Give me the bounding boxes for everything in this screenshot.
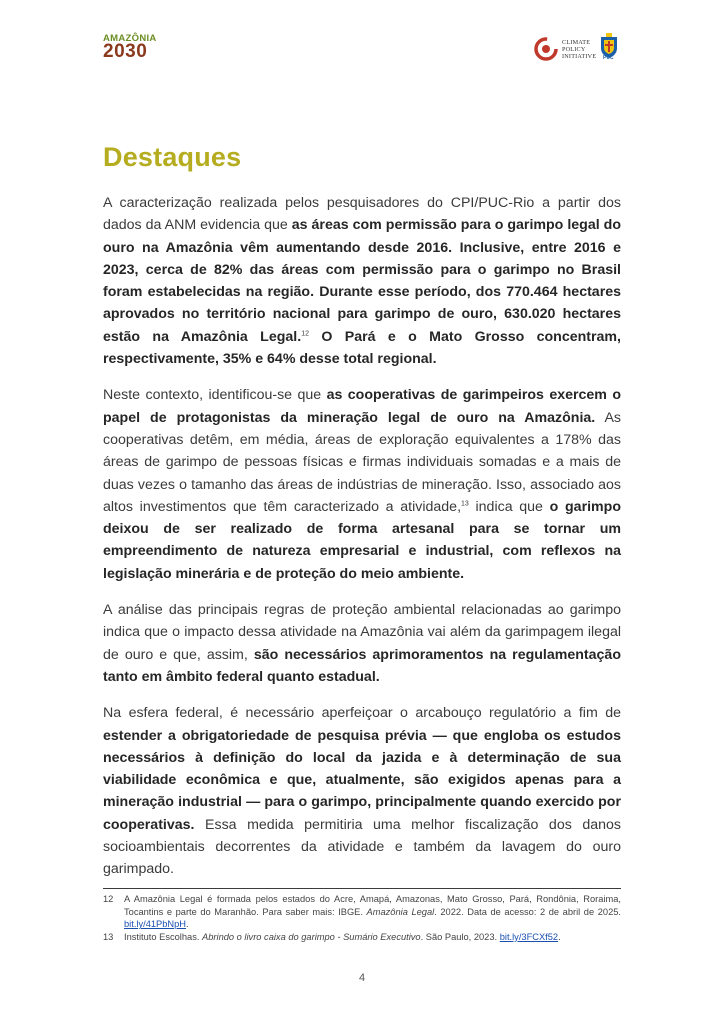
page-title: Destaques [103, 142, 242, 172]
footnote-ref-12[interactable]: 12 [301, 330, 309, 338]
paragraph-text: Na esfera federal, é necessário aperfeiçoar o arcabouço regulatório a fim de [103, 705, 621, 722]
highlights-body [103, 192, 621, 895]
footnotes [103, 893, 621, 943]
footnote-italic: Amazônia Legal [366, 906, 435, 917]
paragraph-bold: as cooperativas de garimpeiros exercem o papel de protagonistas da mineração legal de ouro na Amazônia. [103, 387, 621, 426]
footnote-text [124, 931, 621, 944]
cpi-line: CLIMATE [562, 39, 591, 46]
footnote-end: . [558, 931, 561, 942]
footnote-italic: Abrindo o livro caixa do garimpo - Sumário Executivo [202, 931, 421, 942]
footnote-12 [103, 893, 621, 931]
cpi-wordmark [562, 39, 596, 60]
footnote-body: . 2022. Data de acesso: 2 de abril de 2025. [434, 906, 621, 917]
paragraph-text: Neste contexto, identificou-se que [103, 387, 327, 404]
footnote-13 [103, 931, 621, 944]
footnote-divider [103, 888, 621, 889]
footnote-ref-13[interactable]: 13 [461, 500, 469, 508]
cpi-line: INITIATIVE [562, 53, 597, 60]
paragraph-bold: as áreas com permissão para o garimpo legal do ouro na Amazônia vêm aumentando desde 2016. Inclusive, entre 2016 e 2023, cerca de 82% das áreas com permissão para o garimpo no Brasil foram estabelecidas na região. Durante esse período, dos 770.464 hectares aprovados no território nacional para garimpo de ouro, 630.020 hectares estão na Amazônia Legal. [103, 217, 621, 345]
footnote-link[interactable]: bit.ly/41PbNpH [124, 919, 187, 930]
paragraph-bold: estender a obrigatoriedade de pesquisa prévia — que engloba os estudos necessários à definição do local da jazida e à determinação de sua viabilidade econômica e que, atualmente, são exigidos apenas para a mineração industrial — para o garimpo, principalmente quando exercido por cooperativas. [103, 727, 621, 833]
cpi-line: POLICY [562, 46, 586, 53]
cpi-logo-icon [534, 37, 558, 61]
footnote-link[interactable]: bit.ly/3FCXf52 [499, 931, 559, 942]
logo-brand-year: 2030 [103, 41, 148, 62]
footnote-number: 12 [103, 894, 114, 904]
paragraph-1 [103, 192, 621, 370]
footnote-end: . [186, 919, 189, 930]
footnote-body: . São Paulo, 2023. [420, 931, 500, 942]
paragraph-bold: são necessários aprimoramentos na regulamentação tanto em âmbito federal quanto estadual. [103, 646, 621, 685]
paragraph-text: A caracterização realizada pelos pesquisadores do CPI/PUC-Rio a partir dos dados da ANM evidencia que [103, 195, 621, 234]
paragraph-bold: O Pará e o Mato Grosso concentram, respectivamente, 35% e 64% desse total regional. [103, 328, 621, 368]
puc-label: PUC [603, 55, 614, 61]
page-number: 4 [358, 972, 366, 984]
footnote-body: A Amazônia Legal é formada pelos estados do Acre, Amapá, Amazonas, Mato Grosso, Pará, Rondônia, Roraima, Tocantins e parte do Maranhão. Para saber mais: IBGE. [124, 894, 621, 917]
paragraph-4 [103, 702, 621, 880]
paragraph-text: Essa medida permitiria uma melhor fiscalização dos danos socioambientais decorrentes da atividade e também da lavagem do ouro garimpado. [103, 816, 621, 878]
paragraph-text: As cooperativas detêm, em média, áreas de exploração equivalentes a 178% das áreas de garimpo de pessoas físicas e firmas individuais somadas e a mais de duas vezes o tamanho das áreas de indústrias de mineração. Isso, associado aos altos investimentos que têm caracterizado a atividade, [103, 409, 621, 515]
cpi-puc-logo [534, 33, 626, 65]
logo-brand-name: AMAZÔNIA [103, 33, 157, 44]
paragraph-text: A análise das principais regras de proteção ambiental relacionadas ao garimpo indica que o impacto dessa atividade na Amazônia vai além da garimpagem ilegal de ouro e que, assim, [103, 602, 621, 663]
footnote-number: 13 [103, 931, 114, 942]
footnote-text [124, 893, 621, 931]
footnote-body: Instituto Escolhas. [124, 931, 203, 942]
paragraph-3 [103, 599, 621, 688]
paragraph-bold: o garimpo deixou de ser realizado de forma artesanal para se tornar um empreendimento de natureza empresarial e industrial, com reflexos na legislação minerária e de proteção do meio ambiente. [103, 498, 621, 582]
paragraph-2 [103, 384, 621, 585]
paragraph-text: indica que [468, 498, 550, 515]
amazonia-2030-logo [103, 33, 173, 63]
